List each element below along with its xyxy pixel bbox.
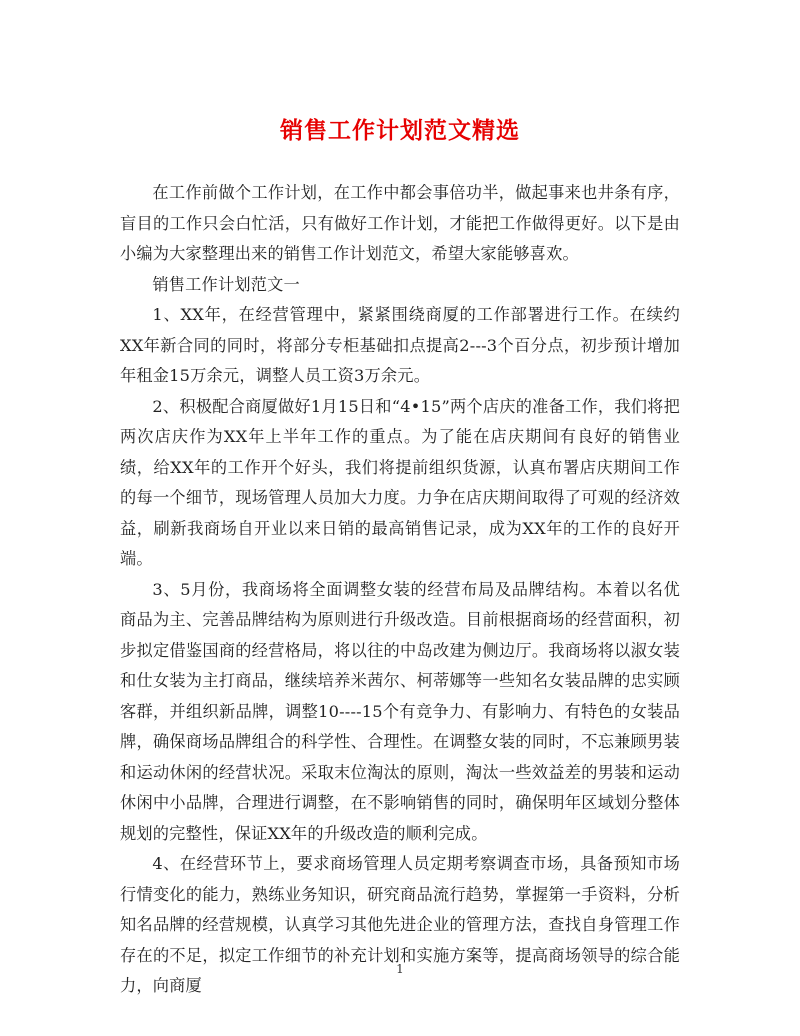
item-paragraph-4: 4、在经营环节上，要求商场管理人员定期考察调查市场，具备预知市场行情变化的能力，熟练业务知识，研究商品流行趋势，掌握第一手资料，分析知名品牌的经营规模，认真学习其他先进企业的管理方法，查找自身管理工作存在的不足，拟定工作细节的补充计划和实施方案等，提高商场领导的综合能力，向商厦 — [120, 854, 680, 995]
page-number: 1 — [396, 962, 404, 976]
item-paragraph-3: 3、5月份，我商场将全面调整女装的经营布局及品牌结构。本着以名优商品为主、完善品牌结构为原则进行升级改造。目前根据商场的经营面积，初步拟定借鉴国商的经营格局，将以往的中岛改建为侧边厅。我商场将以淑女装和仕女装为主打商品，继续培养米茜尔、柯蒂娜等一些知名女装品牌的忠实顾客群，并组织新品牌，调整10----15个有竞争力、有影响力、有特色的女装品牌，确保商场品牌组合的科学性、合理性。在调整女装的同时，不忘兼顾男装和运动休闲的经营状况。采取末位淘汰的原则，淘汰一些效益差的男装和运动休闲中小品牌，合理进行调整，在不影响销售的同时，确保明年区域划分整体规划的完整性，保证XX年的升级改造的顺利完成。 — [120, 579, 680, 843]
item-paragraph-1: 1、XX年，在经营管理中，紧紧围绕商厦的工作部署进行工作。在续约XX年新合同的同时，将部分专柜基础扣点提高2---3个百分点，初步预计增加年租金15万余元，调整人员工资3万余元。 — [120, 305, 680, 385]
document-title: 销售工作计划范文精选 — [280, 117, 520, 144]
document-body — [120, 178, 680, 1002]
section-heading: 销售工作计划范文一 — [152, 274, 300, 294]
item-paragraph-2: 2、积极配合商厦做好1月15日和“4•15”两个店庆的准备工作，我们将把两次店庆作为XX年上半年工作的重点。为了能在店庆期间有良好的销售业绩，给XX年的工作开个好头，我们将提前组织货源，认真布署店庆期间工作的每一个细节，现场管理人员加大力度。力争在店庆期间取得了可观的经济效益，刷新我商场自开业以来日销的最高销售记录，成为XX年的工作的良好开端。 — [120, 396, 680, 568]
intro-paragraph: 在工作前做个工作计划，在工作中都会事倍功半，做起事来也井条有序，盲目的工作只会白忙活，只有做好工作计划，才能把工作做得更好。以下是由小编为大家整理出来的销售工作计划范文，希望大家能够喜欢。 — [120, 183, 680, 263]
